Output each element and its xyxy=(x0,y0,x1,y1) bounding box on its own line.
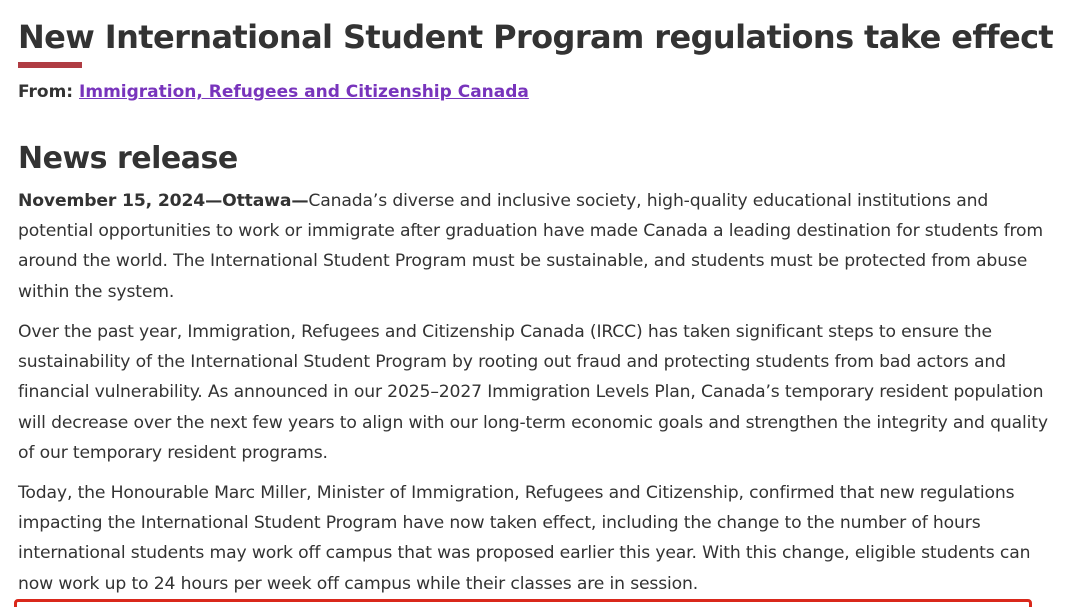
from-line xyxy=(18,81,1063,103)
department-link[interactable]: Immigration, Refugees and Citizenship Canada xyxy=(79,82,529,102)
news-article xyxy=(18,14,1063,594)
paragraph-announcement: Today, the Honourable Marc Miller, Minister of Immigration, Refugees and Citizenship, confirmed that new regulations impacting the International Student Program have now taken effect, including the change to the number of hours international students may work off campus that was proposed earlier this year. With this change, eligible students can now work up to 24 hours per week off campus while their classes are in session. xyxy=(18,483,1031,594)
page-title: New International Student Program regulations take effect xyxy=(18,18,1054,56)
dateline: November 15, 2024—Ottawa— xyxy=(18,191,309,211)
highlighted-callout-box xyxy=(14,599,1032,607)
from-label: From: xyxy=(18,82,74,102)
title-underline-rule xyxy=(18,62,82,68)
paragraph-background: Over the past year, Immigration, Refugees and Citizenship Canada (IRCC) has taken significant steps to ensure the sustainability of the International Student Program by rooting out fraud and protecting students from bad actors and financial vulnerability. As announced in our 2025–2027 Immigration Levels Plan, Canada’s temporary resident population will decrease over the next few years to align with our long-term economic goals and strengthen the integrity and quality of our temporary resident programs. xyxy=(18,322,1048,463)
paragraph-intro-text: Canada’s diverse and inclusive society, high-quality educational institutions and potential opportunities to work or immigrate after graduation have made Canada a leading destination for students from around the world. The International Student Program must be sustainable, and students must be protected from abuse within the system. xyxy=(18,191,1043,302)
section-heading: News release xyxy=(18,141,238,176)
paragraph-intro xyxy=(18,186,1063,307)
